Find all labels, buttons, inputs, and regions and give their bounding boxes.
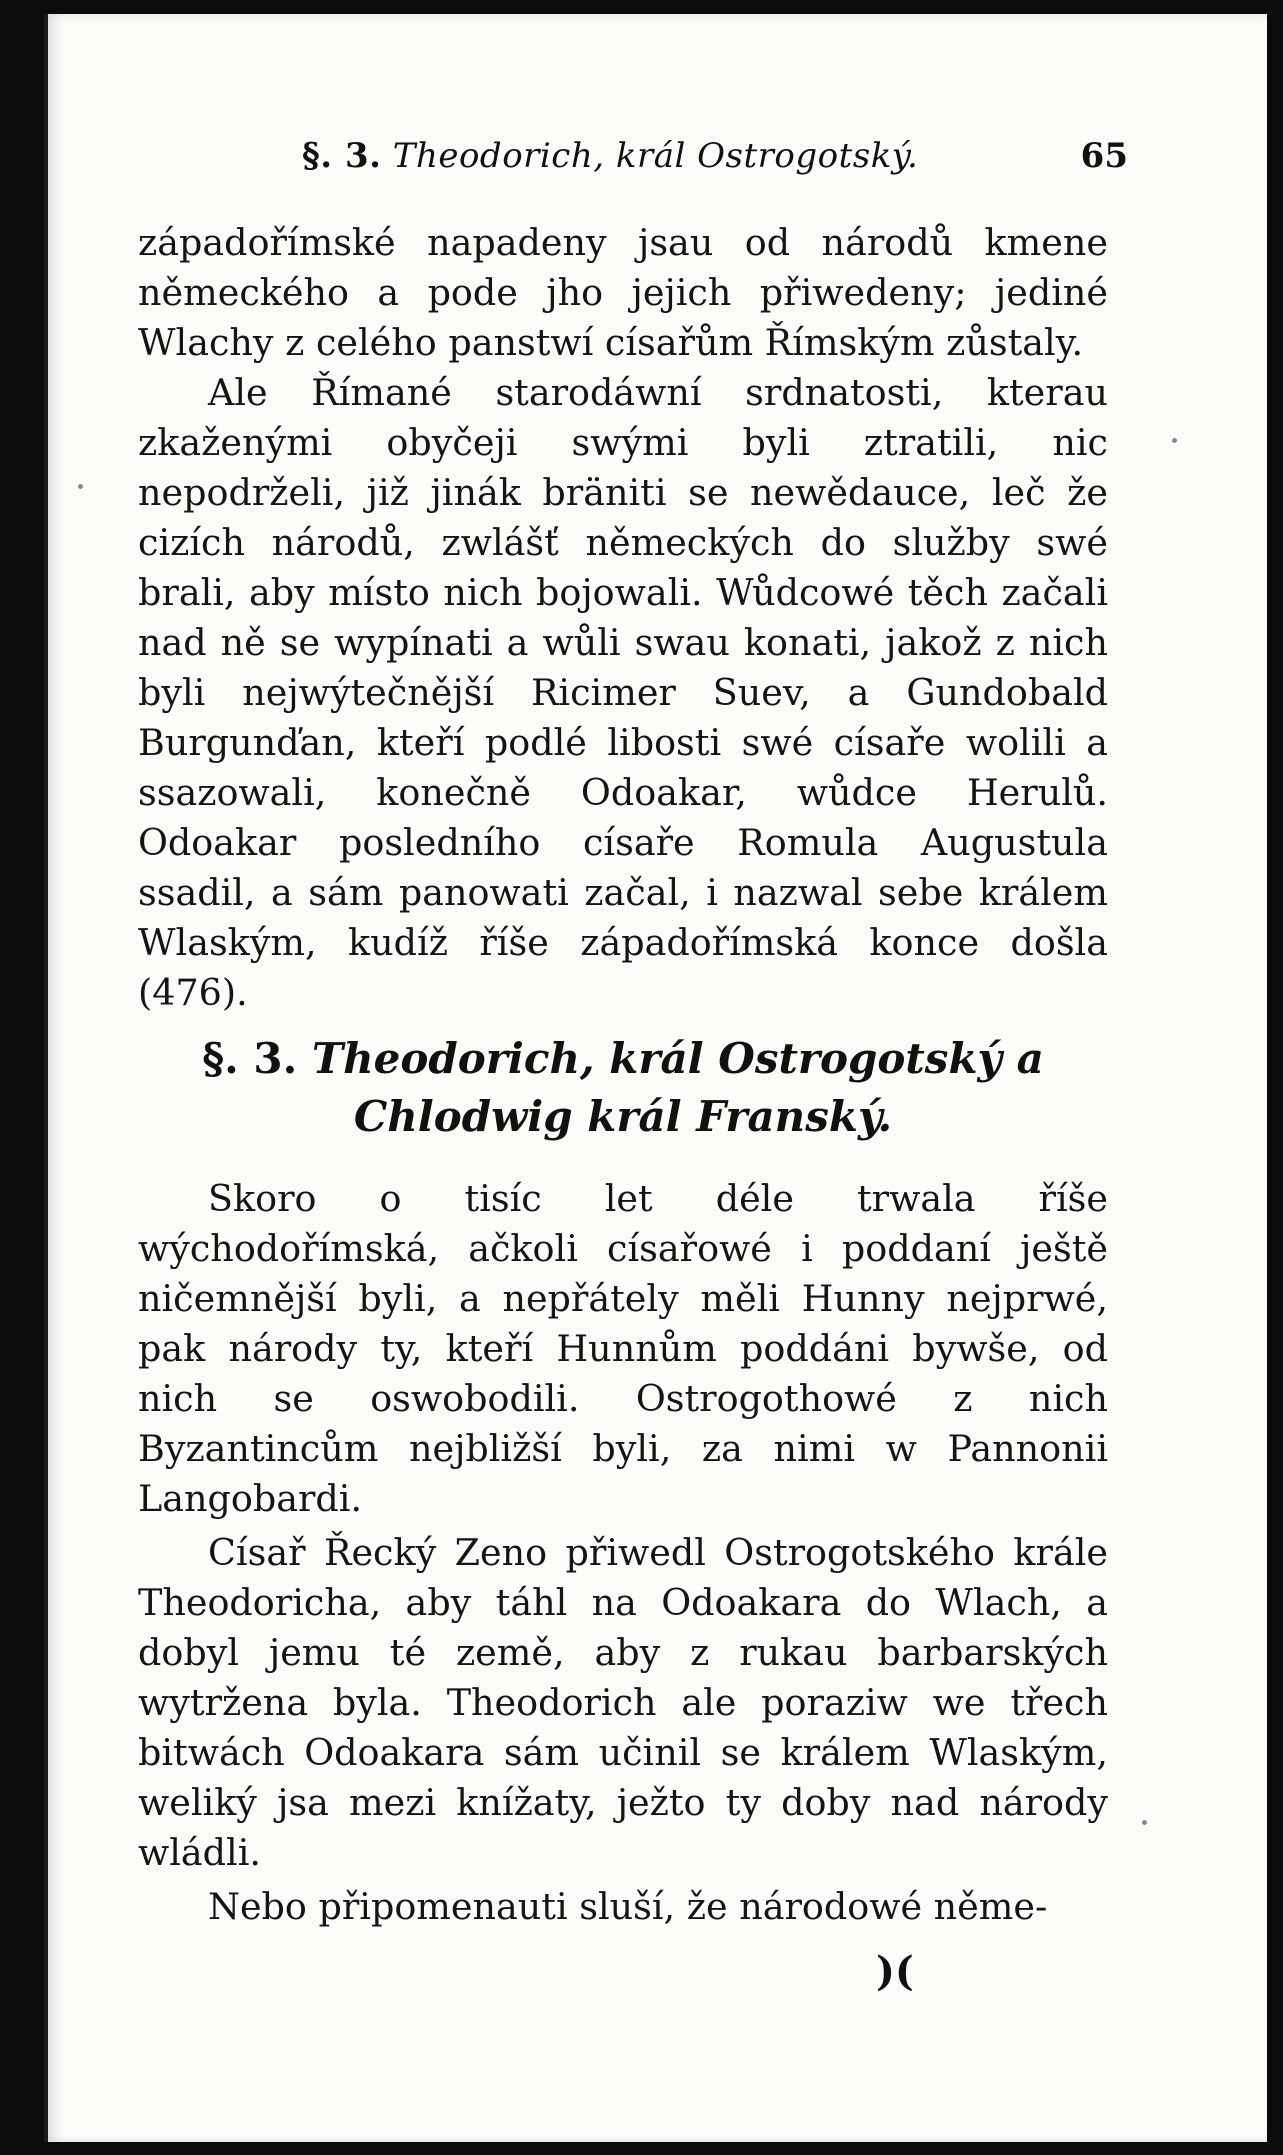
paper-speck <box>1142 1820 1147 1825</box>
paragraph: Nebo připomenauti sluší, že národowé něme- <box>208 1885 1048 1928</box>
running-header <box>302 136 1128 186</box>
body-text-top <box>138 218 1108 1018</box>
paper-speck <box>78 484 83 489</box>
paper-speck <box>1172 438 1177 443</box>
page-number: 65 <box>1080 136 1128 176</box>
catchword: )( <box>876 1948 914 1995</box>
paragraph: Císař Řecký Zeno přiwedl Ostrogotského krále Theodoricha, aby táhl na Odoakara do Wlach, a dobyl jemu té země, aby z rukau barbarských wytržena byla. Theodorich ale poraziw we třech bitwách Odoakara sám učinil se králem Wlaským, weliký jsa mezi knížaty, ježto ty doby nad národy wládli. <box>138 1531 1108 1874</box>
paragraph: Skoro o tisíc let déle trwala říše wýchodořímská, ačkoli císařowé i poddaní ještě ničemnější byli, a nepřátely měli Hunny nejprwé, pak národy ty, kteří Hunnům poddáni bywše, od nich se oswobodili. Ostrogothowé z nich Byzantincům nejbližší byli, za nimi w Pannonii Langobardi. <box>138 1177 1108 1520</box>
section-marker: §. 3. <box>202 1034 298 1083</box>
body-text-bottom <box>138 1174 1108 1936</box>
running-title <box>302 136 918 176</box>
paragraph: Ale Římané starodáwní srdnatosti, kterau zkaženými obyčeji swými byli ztratili, nic nepodrželi, již jinák bräniti se newědauce, leč že cizích národů, zwlášť německých do služby swé brali, aby místo nich bojowali. Wůdcowé těch začali nad ně se wypínati a wůli swau konati, jakož z nich byli nejwýtečnější Ricimer Suev, a Gundobald Burgunďan, kteří podlé libosti swé císaře wolili a ssazowali, konečně Odoakar, wůdce Herulů. Odoakar posledního císaře Romula Augustula ssadil, a sám panowati začal, i nazwal sebe králem Wlaským, kudíž říše západořímská konce došla (476). <box>138 371 1108 1014</box>
paragraph: západořímské napadeny jsau od národů kmene německého a pode jho jejich přiwedeny; jediné Wlachy z celého panstwí císařům Římským zůstaly. <box>138 221 1108 364</box>
running-section-marker: §. 3. <box>302 136 382 176</box>
running-title-text: Theodorich, král Ostrogotský. <box>392 136 919 176</box>
section-title: Theodorich, král Ostrogotský a Chlodwig král Franský. <box>311 1034 1044 1141</box>
section-heading <box>138 1030 1108 1146</box>
